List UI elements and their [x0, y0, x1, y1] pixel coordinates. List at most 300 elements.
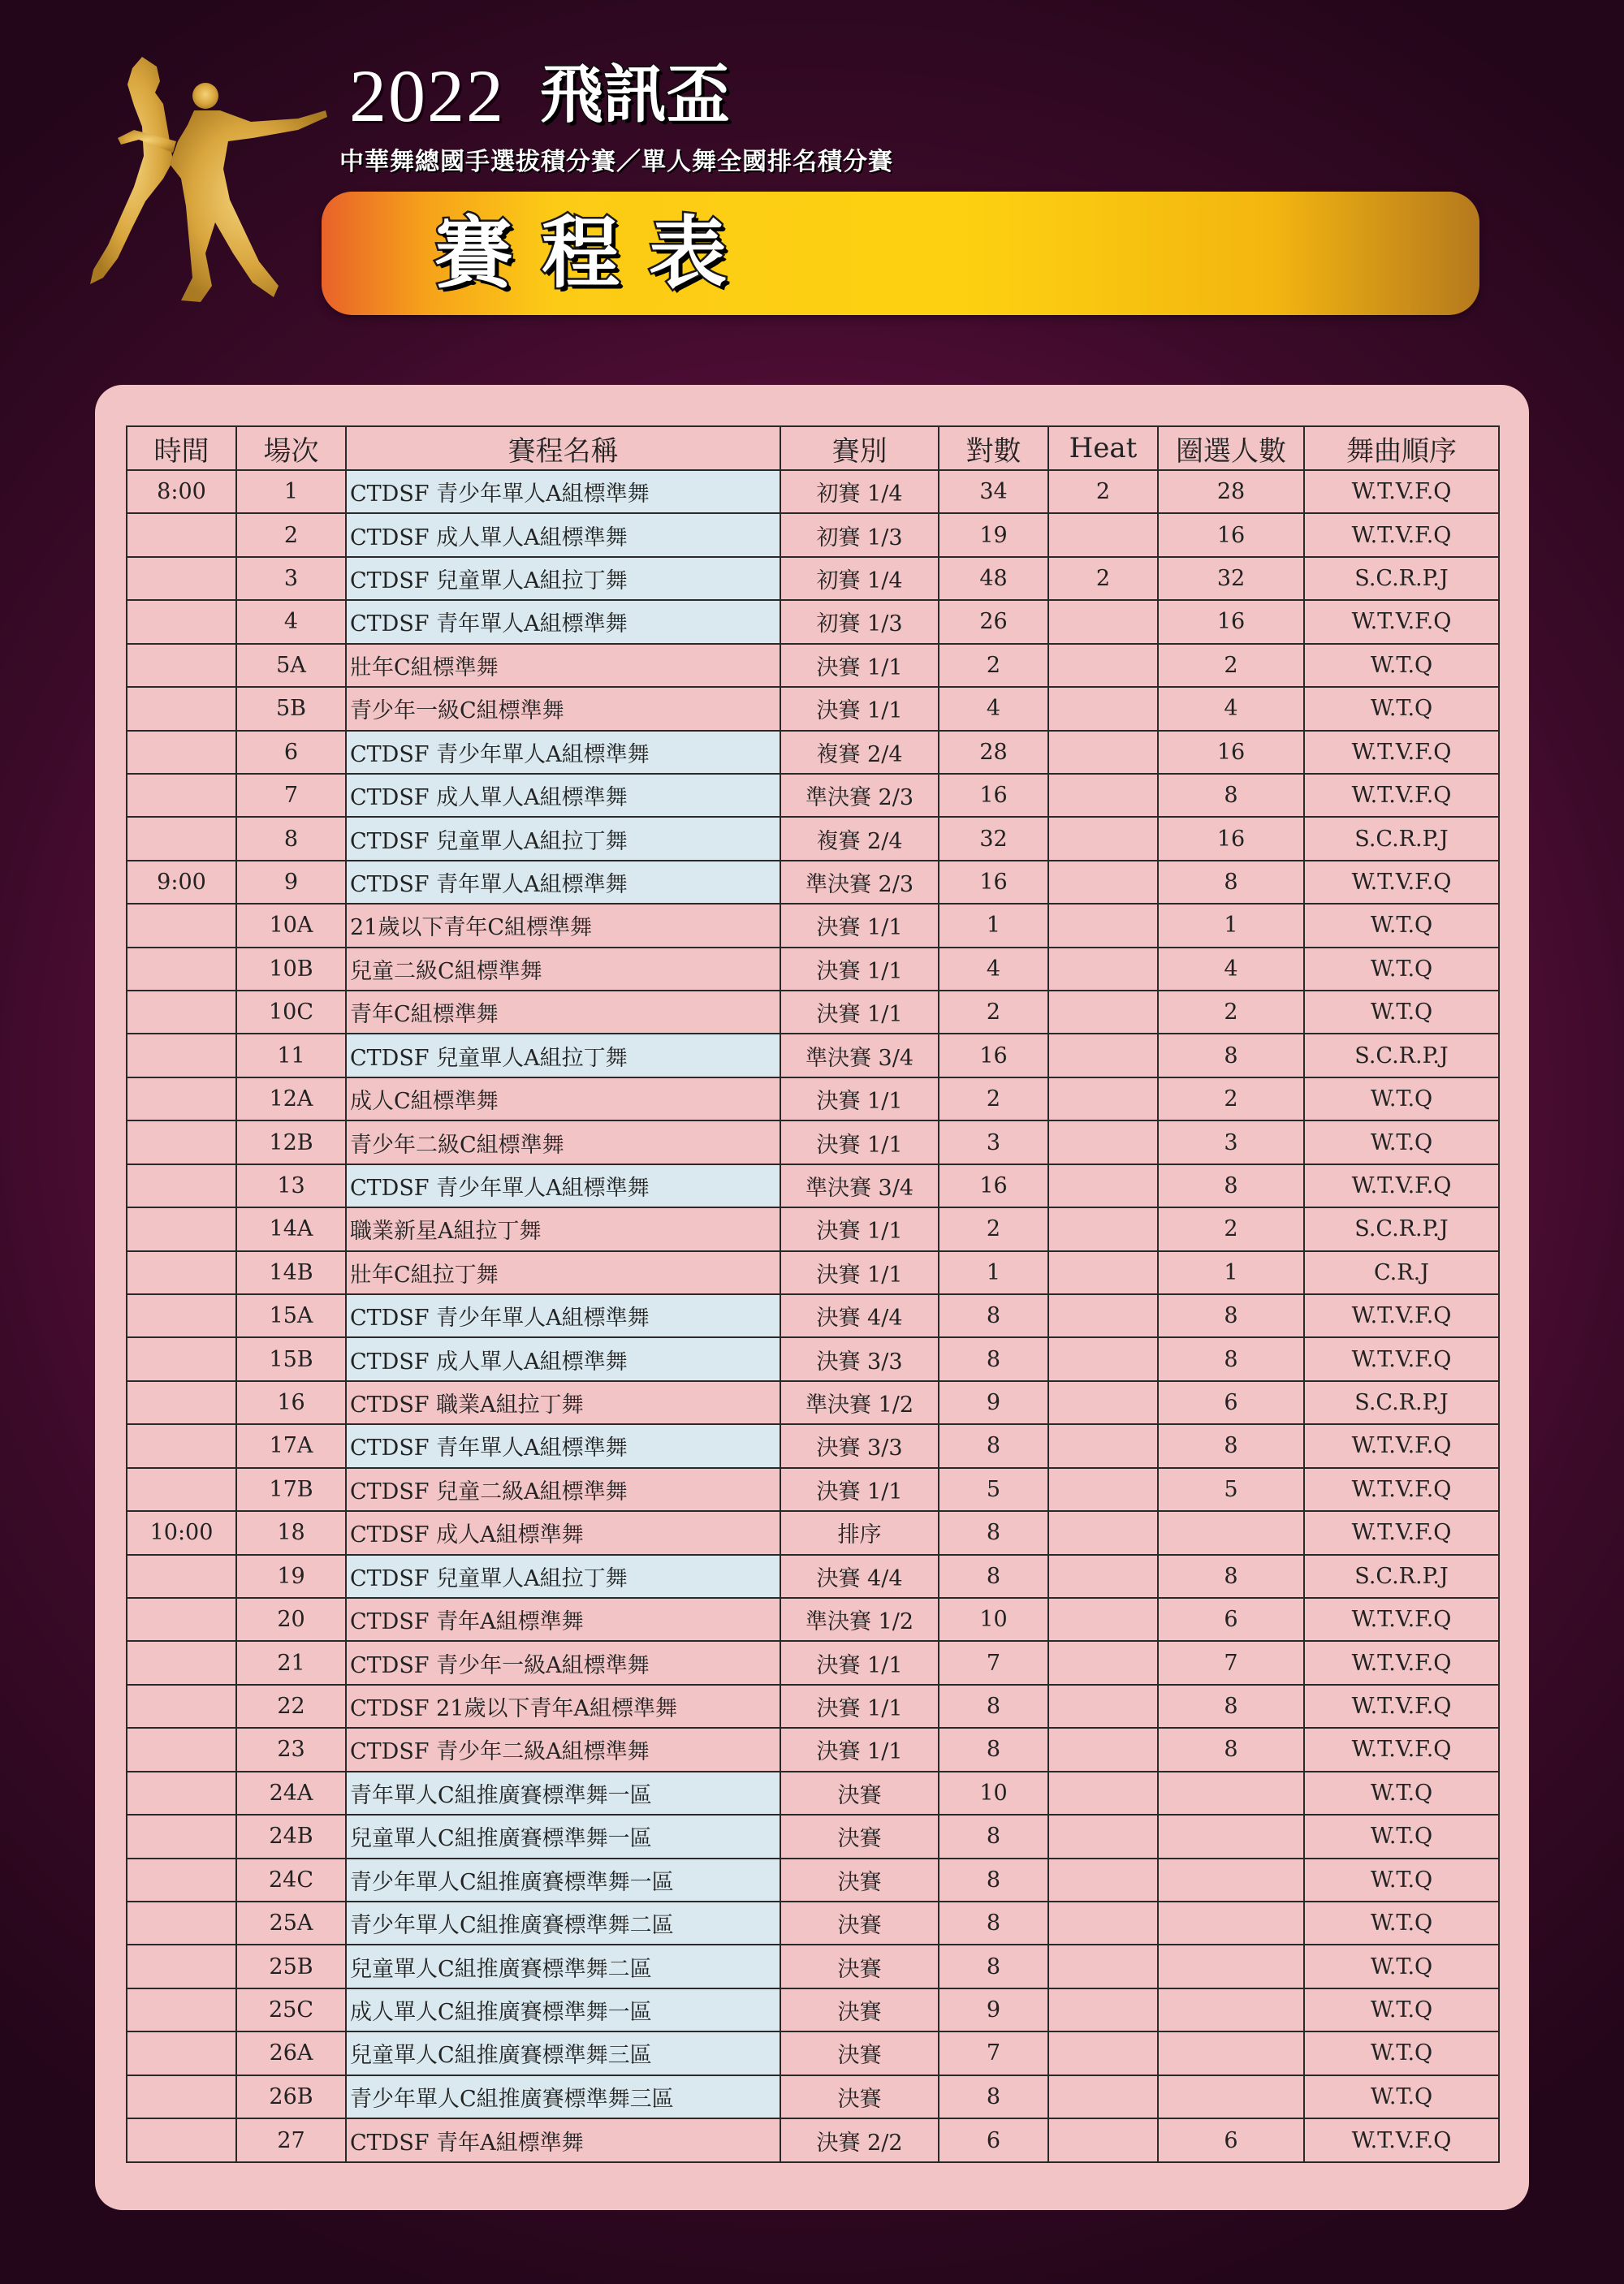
- recall-cell: 5: [1158, 1468, 1304, 1511]
- recall-cell: [1158, 1859, 1304, 1902]
- pairs-cell: 3: [939, 1120, 1048, 1164]
- heat-cell: [1048, 731, 1158, 774]
- recall-cell: 8: [1158, 1294, 1304, 1337]
- table-row: [127, 1902, 1499, 1945]
- table-row: [127, 1207, 1499, 1250]
- session-cell: 12B: [236, 1120, 346, 1164]
- pairs-cell: 16: [939, 1034, 1048, 1077]
- pairs-cell: 48: [939, 557, 1048, 600]
- table-row: [127, 1945, 1499, 1988]
- pairs-cell: 2: [939, 1207, 1048, 1250]
- recall-cell: 28: [1158, 470, 1304, 513]
- pairs-cell: 10: [939, 1772, 1048, 1815]
- pairs-cell: 8: [939, 1511, 1048, 1554]
- table-row: [127, 1641, 1499, 1684]
- round-cell: 準決賽 1/2: [780, 1598, 939, 1641]
- table-row: [127, 2118, 1499, 2162]
- session-cell: 16: [236, 1381, 346, 1424]
- pairs-cell: 10: [939, 1598, 1048, 1641]
- pairs-cell: 4: [939, 687, 1048, 730]
- session-cell: 9: [236, 861, 346, 904]
- recall-cell: 2: [1158, 1207, 1304, 1250]
- pairs-cell: 4: [939, 948, 1048, 991]
- time-cell: [127, 1468, 236, 1511]
- event-name-cell: 青少年單人C組推廣賽標準舞三區: [346, 2075, 780, 2118]
- event-name-cell: 兒童單人C組推廣賽標準舞二區: [346, 1945, 780, 1988]
- time-cell: [127, 1641, 236, 1684]
- round-cell: 決賽: [780, 1945, 939, 1988]
- dance-order-cell: W.T.Q: [1304, 1772, 1499, 1815]
- recall-cell: 1: [1158, 1251, 1304, 1294]
- round-cell: 決賽: [780, 1902, 939, 1945]
- round-cell: 決賽 1/1: [780, 1251, 939, 1294]
- time-cell: [127, 557, 236, 600]
- recall-cell: 16: [1158, 513, 1304, 556]
- heat-cell: [1048, 1772, 1158, 1815]
- recall-cell: 8: [1158, 1164, 1304, 1207]
- pairs-cell: 8: [939, 1945, 1048, 1988]
- recall-cell: 8: [1158, 1685, 1304, 1728]
- recall-cell: 2: [1158, 644, 1304, 687]
- table-header-row: [127, 426, 1499, 470]
- session-cell: 14A: [236, 1207, 346, 1250]
- recall-cell: 8: [1158, 861, 1304, 904]
- round-cell: 準決賽 3/4: [780, 1164, 939, 1207]
- dance-order-cell: W.T.V.F.Q: [1304, 1424, 1499, 1467]
- pairs-cell: 32: [939, 817, 1048, 860]
- time-cell: [127, 1598, 236, 1641]
- column-header-pairs: 對數: [939, 426, 1048, 470]
- time-cell: [127, 1555, 236, 1598]
- round-cell: 決賽 1/1: [780, 1728, 939, 1771]
- dance-order-cell: W.T.V.F.Q: [1304, 513, 1499, 556]
- heat-cell: [1048, 644, 1158, 687]
- heat-cell: [1048, 1902, 1158, 1945]
- pairs-cell: 8: [939, 1728, 1048, 1771]
- dance-order-cell: W.T.Q: [1304, 1120, 1499, 1164]
- session-cell: 11: [236, 1034, 346, 1077]
- time-cell: [127, 1424, 236, 1467]
- table-row: [127, 1728, 1499, 1771]
- event-name-cell: CTDSF 成人單人A組標準舞: [346, 774, 780, 817]
- schedule-rows: [127, 470, 1499, 2162]
- session-cell: 1: [236, 470, 346, 513]
- time-cell: [127, 1772, 236, 1815]
- table-row: [127, 600, 1499, 643]
- pairs-cell: 5: [939, 1468, 1048, 1511]
- session-cell: 25B: [236, 1945, 346, 1988]
- recall-cell: 2: [1158, 991, 1304, 1034]
- recall-cell: 3: [1158, 1120, 1304, 1164]
- heat-cell: [1048, 774, 1158, 817]
- recall-cell: 16: [1158, 600, 1304, 643]
- heat-cell: [1048, 1034, 1158, 1077]
- recall-cell: [1158, 1988, 1304, 2031]
- round-cell: 決賽: [780, 2031, 939, 2075]
- heat-cell: [1048, 1164, 1158, 1207]
- table-row: [127, 644, 1499, 687]
- pairs-cell: 1: [939, 1251, 1048, 1294]
- pairs-cell: 2: [939, 1077, 1048, 1120]
- heat-cell: [1048, 1424, 1158, 1467]
- dance-order-cell: S.C.R.P.J: [1304, 1034, 1499, 1077]
- round-cell: 決賽: [780, 1988, 939, 2031]
- time-cell: [127, 1859, 236, 1902]
- time-cell: [127, 1120, 236, 1164]
- table-row: [127, 774, 1499, 817]
- event-name-cell: 青少年單人C組推廣賽標準舞一區: [346, 1859, 780, 1902]
- event-name-cell: 兒童單人C組推廣賽標準舞一區: [346, 1815, 780, 1858]
- session-cell: 4: [236, 600, 346, 643]
- pairs-cell: 7: [939, 1641, 1048, 1684]
- recall-cell: [1158, 1772, 1304, 1815]
- event-name-cell: CTDSF 青少年單人A組標準舞: [346, 731, 780, 774]
- schedule-table: [126, 425, 1500, 2163]
- round-cell: 決賽 1/1: [780, 1120, 939, 1164]
- column-header-session: 場次: [236, 426, 346, 470]
- dance-order-cell: W.T.Q: [1304, 1945, 1499, 1988]
- event-name-cell: CTDSF 青年單人A組標準舞: [346, 861, 780, 904]
- table-row: [127, 904, 1499, 947]
- time-cell: [127, 1077, 236, 1120]
- event-name-cell: CTDSF 成人單人A組標準舞: [346, 1337, 780, 1380]
- recall-cell: [1158, 1815, 1304, 1858]
- heat-cell: [1048, 1337, 1158, 1380]
- table-row: [127, 1164, 1499, 1207]
- table-row: [127, 1859, 1499, 1902]
- pairs-cell: 8: [939, 1555, 1048, 1598]
- dance-order-cell: W.T.V.F.Q: [1304, 1598, 1499, 1641]
- dance-order-cell: W.T.Q: [1304, 1077, 1499, 1120]
- pairs-cell: 8: [939, 1902, 1048, 1945]
- heat-cell: [1048, 1511, 1158, 1554]
- round-cell: 決賽: [780, 1772, 939, 1815]
- event-name-cell: CTDSF 青年單人A組標準舞: [346, 1424, 780, 1467]
- time-cell: [127, 600, 236, 643]
- session-cell: 10C: [236, 991, 346, 1034]
- round-cell: 準決賽 2/3: [780, 774, 939, 817]
- round-cell: 初賽 1/3: [780, 600, 939, 643]
- dance-order-cell: W.T.V.F.Q: [1304, 1294, 1499, 1337]
- pairs-cell: 8: [939, 1337, 1048, 1380]
- session-cell: 25A: [236, 1902, 346, 1945]
- recall-cell: 8: [1158, 1337, 1304, 1380]
- session-cell: 24B: [236, 1815, 346, 1858]
- event-name-cell: CTDSF 青少年單人A組標準舞: [346, 470, 780, 513]
- event-name-cell: CTDSF 青少年一級A組標準舞: [346, 1641, 780, 1684]
- cup-name: 飛訊盃: [540, 58, 731, 132]
- dance-order-cell: W.T.Q: [1304, 1988, 1499, 2031]
- round-cell: 決賽 1/1: [780, 1207, 939, 1250]
- heat-cell: [1048, 1468, 1158, 1511]
- column-header-dance-order: 舞曲順序: [1304, 426, 1499, 470]
- time-cell: [127, 1902, 236, 1945]
- time-cell: 8:00: [127, 470, 236, 513]
- heat-cell: [1048, 1294, 1158, 1337]
- session-cell: 8: [236, 817, 346, 860]
- session-cell: 15A: [236, 1294, 346, 1337]
- session-cell: 19: [236, 1555, 346, 1598]
- event-name-cell: CTDSF 青少年單人A組標準舞: [346, 1294, 780, 1337]
- dancing-couple-logo: [85, 57, 329, 309]
- table-row: [127, 1815, 1499, 1858]
- dance-order-cell: W.T.Q: [1304, 1815, 1499, 1858]
- event-name-cell: CTDSF 兒童單人A組拉丁舞: [346, 1034, 780, 1077]
- event-name-cell: CTDSF 青少年單人A組標準舞: [346, 1164, 780, 1207]
- round-cell: 複賽 2/4: [780, 731, 939, 774]
- time-cell: [127, 2031, 236, 2075]
- round-cell: 決賽 1/1: [780, 1468, 939, 1511]
- recall-cell: 8: [1158, 1034, 1304, 1077]
- round-cell: 決賽: [780, 1815, 939, 1858]
- table-row: [127, 557, 1499, 600]
- session-cell: 24C: [236, 1859, 346, 1902]
- time-cell: [127, 1294, 236, 1337]
- round-cell: 決賽 1/1: [780, 1077, 939, 1120]
- event-name-cell: CTDSF 成人單人A組標準舞: [346, 513, 780, 556]
- table-row: [127, 1555, 1499, 1598]
- heat-cell: [1048, 991, 1158, 1034]
- time-cell: [127, 1381, 236, 1424]
- time-cell: [127, 1251, 236, 1294]
- pairs-cell: 2: [939, 991, 1048, 1034]
- heat-cell: [1048, 861, 1158, 904]
- heat-cell: [1048, 1945, 1158, 1988]
- table-row: [127, 817, 1499, 860]
- table-row: [127, 470, 1499, 513]
- session-cell: 26A: [236, 2031, 346, 2075]
- session-cell: 15B: [236, 1337, 346, 1380]
- table-row: [127, 1337, 1499, 1380]
- recall-cell: 8: [1158, 774, 1304, 817]
- round-cell: 決賽 1/1: [780, 644, 939, 687]
- round-cell: 決賽: [780, 2075, 939, 2118]
- recall-cell: 6: [1158, 2118, 1304, 2162]
- round-cell: 初賽 1/3: [780, 513, 939, 556]
- time-cell: [127, 2075, 236, 2118]
- round-cell: 決賽 2/2: [780, 2118, 939, 2162]
- heat-cell: [1048, 1815, 1158, 1858]
- round-cell: 決賽 1/1: [780, 904, 939, 947]
- time-cell: [127, 513, 236, 556]
- session-cell: 7: [236, 774, 346, 817]
- heat-cell: [1048, 513, 1158, 556]
- event-name-cell: CTDSF 21歲以下青年A組標準舞: [346, 1685, 780, 1728]
- time-cell: [127, 904, 236, 947]
- dance-order-cell: W.T.V.F.Q: [1304, 470, 1499, 513]
- dance-order-cell: W.T.V.F.Q: [1304, 1685, 1499, 1728]
- event-name-cell: 青年C組標準舞: [346, 991, 780, 1034]
- column-header-round: 賽別: [780, 426, 939, 470]
- time-cell: [127, 1034, 236, 1077]
- event-name-cell: CTDSF 兒童二級A組標準舞: [346, 1468, 780, 1511]
- table-row: [127, 1251, 1499, 1294]
- round-cell: 準決賽 2/3: [780, 861, 939, 904]
- session-cell: 2: [236, 513, 346, 556]
- heat-cell: [1048, 2031, 1158, 2075]
- event-name-cell: 成人C組標準舞: [346, 1077, 780, 1120]
- recall-cell: 6: [1158, 1381, 1304, 1424]
- session-cell: 24A: [236, 1772, 346, 1815]
- session-cell: 5A: [236, 644, 346, 687]
- recall-cell: [1158, 1511, 1304, 1554]
- heat-cell: [1048, 687, 1158, 730]
- session-cell: 14B: [236, 1251, 346, 1294]
- round-cell: 排序: [780, 1511, 939, 1554]
- time-cell: [127, 687, 236, 730]
- event-name-cell: 成人單人C組推廣賽標準舞一區: [346, 1988, 780, 2031]
- pairs-cell: 9: [939, 1381, 1048, 1424]
- session-cell: 27: [236, 2118, 346, 2162]
- dance-order-cell: W.T.V.F.Q: [1304, 600, 1499, 643]
- dance-order-cell: W.T.Q: [1304, 687, 1499, 730]
- round-cell: 決賽 1/1: [780, 948, 939, 991]
- dance-order-cell: W.T.Q: [1304, 904, 1499, 947]
- event-name-cell: CTDSF 青年單人A組標準舞: [346, 600, 780, 643]
- heat-cell: [1048, 1728, 1158, 1771]
- recall-cell: 4: [1158, 687, 1304, 730]
- time-cell: [127, 731, 236, 774]
- pairs-cell: 34: [939, 470, 1048, 513]
- session-cell: 10A: [236, 904, 346, 947]
- time-cell: [127, 1337, 236, 1380]
- time-cell: [127, 1945, 236, 1988]
- pairs-cell: 19: [939, 513, 1048, 556]
- dance-order-cell: W.T.V.F.Q: [1304, 774, 1499, 817]
- event-name-cell: 21歲以下青年C組標準舞: [346, 904, 780, 947]
- dance-order-cell: W.T.V.F.Q: [1304, 861, 1499, 904]
- session-cell: 18: [236, 1511, 346, 1554]
- pairs-cell: 16: [939, 774, 1048, 817]
- page-title: 賽程表: [434, 208, 756, 299]
- heat-cell: [1048, 1685, 1158, 1728]
- recall-cell: [1158, 2075, 1304, 2118]
- event-name-cell: 兒童單人C組推廣賽標準舞三區: [346, 2031, 780, 2075]
- heat-cell: [1048, 1859, 1158, 1902]
- event-name-cell: 青少年二級C組標準舞: [346, 1120, 780, 1164]
- column-header-recall: 圈選人數: [1158, 426, 1304, 470]
- dance-order-cell: W.T.V.F.Q: [1304, 1468, 1499, 1511]
- table-row: [127, 1988, 1499, 2031]
- event-name-cell: 青年單人C組推廣賽標準舞一區: [346, 1772, 780, 1815]
- recall-cell: 16: [1158, 817, 1304, 860]
- pairs-cell: 1: [939, 904, 1048, 947]
- session-cell: 3: [236, 557, 346, 600]
- dance-order-cell: W.T.Q: [1304, 991, 1499, 1034]
- dance-order-cell: W.T.V.F.Q: [1304, 1164, 1499, 1207]
- session-cell: 26B: [236, 2075, 346, 2118]
- recall-cell: 8: [1158, 1424, 1304, 1467]
- heat-cell: 2: [1048, 557, 1158, 600]
- heat-cell: [1048, 1641, 1158, 1684]
- heat-cell: [1048, 1598, 1158, 1641]
- time-cell: [127, 1164, 236, 1207]
- heat-cell: [1048, 1120, 1158, 1164]
- recall-cell: [1158, 1902, 1304, 1945]
- pairs-cell: 26: [939, 600, 1048, 643]
- heat-cell: [1048, 1077, 1158, 1120]
- dance-order-cell: W.T.Q: [1304, 948, 1499, 991]
- time-cell: [127, 1988, 236, 2031]
- time-cell: 10:00: [127, 1511, 236, 1554]
- round-cell: 決賽 4/4: [780, 1555, 939, 1598]
- pairs-cell: 2: [939, 644, 1048, 687]
- table-row: [127, 513, 1499, 556]
- event-year: 2022: [349, 54, 505, 137]
- dance-order-cell: S.C.R.P.J: [1304, 817, 1499, 860]
- heat-cell: [1048, 1381, 1158, 1424]
- session-cell: 6: [236, 731, 346, 774]
- round-cell: 初賽 1/4: [780, 470, 939, 513]
- round-cell: 準決賽 1/2: [780, 1381, 939, 1424]
- column-header-time: 時間: [127, 426, 236, 470]
- dance-order-cell: W.T.V.F.Q: [1304, 731, 1499, 774]
- session-cell: 17A: [236, 1424, 346, 1467]
- dance-order-cell: C.R.J: [1304, 1251, 1499, 1294]
- column-header-heat: Heat: [1048, 426, 1158, 470]
- table-row: [127, 2075, 1499, 2118]
- table-row: [127, 1034, 1499, 1077]
- table-row: [127, 2031, 1499, 2075]
- time-cell: [127, 817, 236, 860]
- recall-cell: 2: [1158, 1077, 1304, 1120]
- recall-cell: 32: [1158, 557, 1304, 600]
- dance-order-cell: S.C.R.P.J: [1304, 1381, 1499, 1424]
- round-cell: 複賽 2/4: [780, 817, 939, 860]
- event-name-cell: CTDSF 兒童單人A組拉丁舞: [346, 557, 780, 600]
- round-cell: 決賽 3/3: [780, 1424, 939, 1467]
- round-cell: 初賽 1/4: [780, 557, 939, 600]
- event-name-cell: 兒童二級C組標準舞: [346, 948, 780, 991]
- dance-order-cell: W.T.V.F.Q: [1304, 1337, 1499, 1380]
- session-cell: 17B: [236, 1468, 346, 1511]
- recall-cell: [1158, 2031, 1304, 2075]
- event-name-cell: CTDSF 青年A組標準舞: [346, 2118, 780, 2162]
- event-name-cell: CTDSF 職業A組拉丁舞: [346, 1381, 780, 1424]
- pairs-cell: 28: [939, 731, 1048, 774]
- heat-cell: [1048, 1251, 1158, 1294]
- event-name-cell: 職業新星A組拉丁舞: [346, 1207, 780, 1250]
- pairs-cell: 16: [939, 1164, 1048, 1207]
- time-cell: [127, 644, 236, 687]
- recall-cell: 8: [1158, 1728, 1304, 1771]
- heat-cell: 2: [1048, 470, 1158, 513]
- dance-order-cell: W.T.V.F.Q: [1304, 1728, 1499, 1771]
- table-row: [127, 1598, 1499, 1641]
- session-cell: 25C: [236, 1988, 346, 2031]
- time-cell: [127, 2118, 236, 2162]
- recall-cell: 1: [1158, 904, 1304, 947]
- event-name-cell: CTDSF 兒童單人A組拉丁舞: [346, 817, 780, 860]
- time-cell: [127, 948, 236, 991]
- heat-cell: [1048, 948, 1158, 991]
- round-cell: 決賽 1/1: [780, 1685, 939, 1728]
- table-row: [127, 1772, 1499, 1815]
- session-cell: 23: [236, 1728, 346, 1771]
- table-row: [127, 1511, 1499, 1554]
- pairs-cell: 8: [939, 1859, 1048, 1902]
- pairs-cell: 8: [939, 1815, 1048, 1858]
- session-cell: 10B: [236, 948, 346, 991]
- session-cell: 5B: [236, 687, 346, 730]
- event-name-cell: 壯年C組拉丁舞: [346, 1251, 780, 1294]
- table-row: [127, 687, 1499, 730]
- dance-order-cell: W.T.Q: [1304, 1902, 1499, 1945]
- heat-cell: [1048, 904, 1158, 947]
- heat-cell: [1048, 1988, 1158, 2031]
- event-name-cell: CTDSF 青少年二級A組標準舞: [346, 1728, 780, 1771]
- dance-order-cell: S.C.R.P.J: [1304, 557, 1499, 600]
